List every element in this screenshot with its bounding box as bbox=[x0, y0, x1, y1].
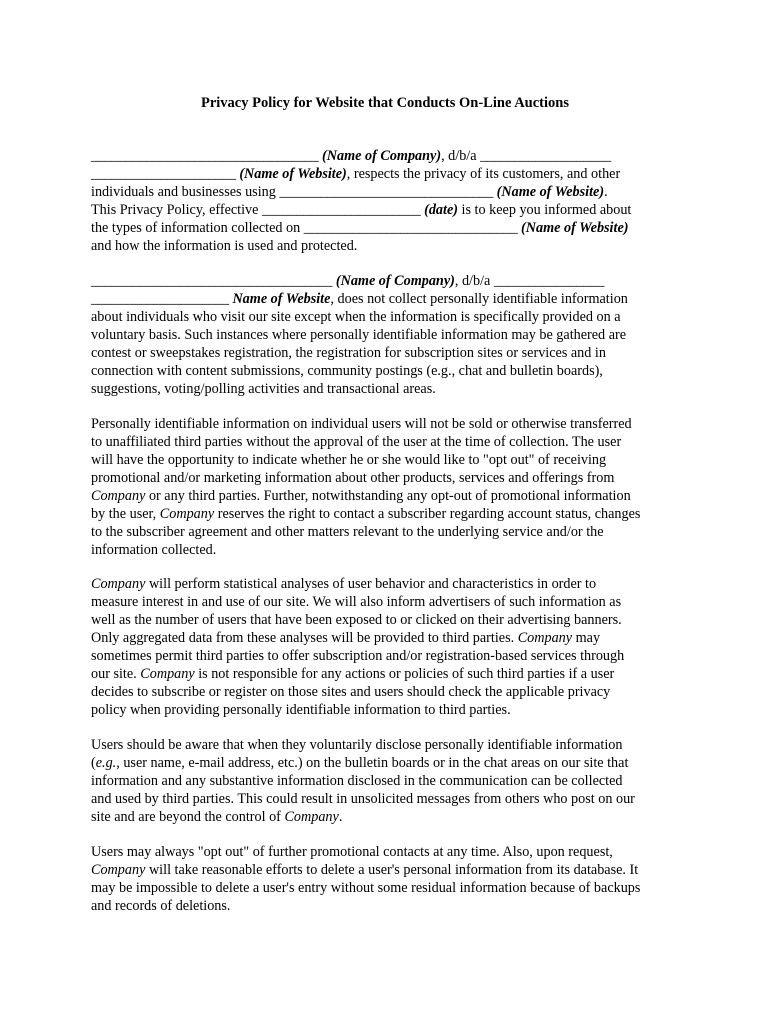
company-name-placeholder: (Name of Company) bbox=[322, 148, 442, 164]
blank-field: _______________________ bbox=[262, 202, 421, 218]
company-name-placeholder: (Name of Company) bbox=[335, 273, 455, 289]
blank-field: _______________________________ bbox=[279, 184, 494, 200]
text-segment: will perform statistical analyses of user behavior and characteristics in order to bbox=[145, 576, 597, 592]
text-line: and used by third parties. This could result in unsolicited messages from others who post on our bbox=[91, 791, 635, 807]
text-line: Users may always "opt out" of further promotional contacts at any time. Also, upon request, bbox=[91, 844, 613, 860]
text-line: and how the information is used and protected. bbox=[91, 238, 358, 254]
text-line bbox=[91, 754, 691, 772]
paragraph-opt-out bbox=[91, 843, 691, 915]
text-line: to unaffiliated third parties without the approval of the user at the time of collection. The user bbox=[91, 434, 622, 450]
text-line bbox=[91, 861, 691, 879]
website-name-placeholder: Name of Website bbox=[232, 291, 331, 307]
text-line bbox=[91, 290, 691, 308]
text-line bbox=[91, 272, 691, 290]
text-line: information and any substantive information disclosed in the communication can be collected bbox=[91, 773, 623, 789]
text-line: policy when providing personally identifiable information to third parties. bbox=[91, 702, 511, 718]
text-line bbox=[91, 575, 691, 593]
text-line: will have the opportunity to indicate whether he or she would like to "opt out" of receiving bbox=[91, 452, 607, 468]
text-line bbox=[91, 219, 691, 237]
text-segment: user name, e-mail address, etc.) on the bulletin boards or in the chat areas on our site that bbox=[119, 755, 629, 771]
text-segment: ( bbox=[91, 755, 96, 771]
company-term: Company bbox=[140, 666, 195, 682]
text-line: sometimes permit third parties to offer subscription and/or registration-based services through bbox=[91, 648, 625, 664]
text-line: decides to subscribe or register on those sites and users should check the applicable privacy bbox=[91, 684, 611, 700]
paragraph-disclosure bbox=[91, 736, 691, 826]
text-segment: reserves the right to contact a subscriber regarding account status, changes bbox=[214, 506, 641, 522]
paragraph-analytics bbox=[91, 575, 691, 719]
text-line bbox=[91, 665, 691, 683]
blank-field: _______________________________ bbox=[303, 220, 518, 236]
text-line: Users should be aware that when they voluntarily disclose personally identifiable information bbox=[91, 737, 623, 753]
company-term: Company bbox=[159, 506, 215, 522]
text-segment: . bbox=[604, 184, 608, 200]
paragraph-transfer bbox=[91, 415, 691, 559]
text-line bbox=[91, 487, 691, 505]
text-line bbox=[91, 183, 691, 201]
text-line: about individuals who visit our site except when the information is specifically provided on a bbox=[91, 309, 621, 325]
text-line: Personally identifiable information on individual users will not be sold or otherwise transferred bbox=[91, 416, 632, 432]
text-segment: by the user, bbox=[91, 506, 160, 522]
blank-field: ________________ bbox=[493, 273, 605, 289]
text-line: voluntary basis. Such instances where personally identifiable information may be gathered are bbox=[91, 327, 627, 343]
text-line bbox=[91, 201, 691, 219]
blank-field: ____________________ bbox=[91, 291, 229, 307]
text-segment: This Privacy Policy, effective bbox=[91, 202, 262, 218]
text-segment: our site. bbox=[91, 666, 141, 682]
text-line bbox=[91, 629, 691, 647]
company-term: Company bbox=[517, 630, 573, 646]
blank-field: _____________________ bbox=[91, 166, 236, 182]
text-line: measure interest in and use of our site. We will also inform advertisers of such information as bbox=[91, 594, 622, 610]
blank-field: ___________________________________ bbox=[91, 273, 333, 289]
text-line: suggestions, voting/polling activities and transactional areas. bbox=[91, 381, 436, 397]
text-segment: . bbox=[338, 809, 343, 825]
website-name-placeholder: (Name of Website) bbox=[521, 220, 629, 236]
text-segment: site and are beyond the control of bbox=[91, 809, 285, 825]
date-placeholder: (date) bbox=[424, 202, 458, 218]
text-line bbox=[91, 165, 691, 183]
text-line: promotional and/or marketing information about other products, services and offerings from bbox=[91, 470, 615, 486]
text-segment: Only aggregated data from these analyses will be provided to third parties. bbox=[91, 630, 518, 646]
company-term: Company bbox=[91, 488, 146, 504]
text-line: information collected. bbox=[91, 542, 217, 558]
text-line: contest or sweepstakes registration, the registration for subscription sites or services and in bbox=[91, 345, 606, 361]
text-segment: or any third parties. Further, notwithstanding any opt-out of promotional information bbox=[145, 488, 631, 504]
text-segment: , does not collect personally identifiable information bbox=[330, 291, 628, 307]
text-segment: may bbox=[572, 630, 601, 646]
text-segment: is to keep you informed about bbox=[458, 202, 632, 218]
dba-text: , d/b/a bbox=[441, 148, 481, 164]
text-line: to the subscriber agreement and other matters relevant to the underlying service and/or the bbox=[91, 524, 604, 540]
dba-text: , d/b/a bbox=[454, 273, 494, 289]
blank-field: _________________________________ bbox=[91, 148, 319, 164]
paragraph-intro bbox=[91, 147, 691, 255]
text-line bbox=[91, 505, 691, 523]
text-segment: the types of information collected on bbox=[91, 220, 304, 236]
text-line: connection with content submissions, community postings (e.g., chat and bulletin boards), bbox=[91, 363, 603, 379]
company-term: Company bbox=[284, 809, 339, 825]
eg-term: e.g., bbox=[95, 755, 120, 771]
text-segment: , respects the privacy of its customers, and other bbox=[346, 166, 621, 182]
text-line: may be impossible to delete a user's entry without some residual information because of backups bbox=[91, 880, 641, 896]
document-title: Privacy Policy for Website that Conducts On-Line Auctions bbox=[200, 95, 569, 111]
text-line bbox=[91, 147, 691, 165]
text-line: and records of deletions. bbox=[91, 898, 231, 914]
paragraph-collection bbox=[91, 272, 691, 398]
website-name-placeholder: (Name of Website) bbox=[496, 184, 605, 200]
website-name-placeholder: (Name of Website) bbox=[239, 166, 347, 182]
text-line bbox=[91, 808, 691, 826]
text-line: well as the number of users that have been exposed to or clicked on their advertising banners. bbox=[91, 612, 622, 628]
blank-field: ___________________ bbox=[480, 148, 612, 164]
text-segment: is not responsible for any actions or policies of such third parties if a user bbox=[194, 666, 615, 682]
text-segment: will take reasonable efforts to delete a user's personal information from its database. It bbox=[145, 862, 639, 878]
text-segment: individuals and businesses using bbox=[91, 184, 280, 200]
company-term: Company bbox=[91, 862, 146, 878]
company-term: Company bbox=[91, 576, 146, 592]
